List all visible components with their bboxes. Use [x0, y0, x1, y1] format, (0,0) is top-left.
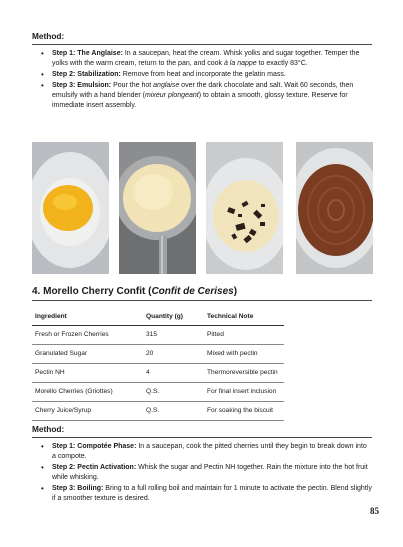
method-step — [41, 463, 372, 483]
section-title-italic: Confit de Cerises — [151, 286, 234, 297]
step-text-italic: anglaise — [153, 82, 180, 89]
table-header-row — [32, 308, 284, 326]
step-text-italic: mixeur plongeant — [145, 92, 199, 99]
step-label: Step 1: The Anglaise: — [52, 50, 123, 57]
cell-quantity: Q.S. — [143, 402, 204, 421]
cell-ingredient: Morello Cherries (Griottes) — [32, 383, 143, 402]
photo-chocolate-in-cream — [206, 142, 283, 274]
step-label: Step 3: Emulsion: — [52, 82, 112, 89]
page-number: 85 — [370, 506, 379, 516]
method-steps-list — [41, 49, 372, 112]
step-text: Whisk the sugar and Pectin NH together. Rain the mixture into the hot fruit while whisking. — [52, 464, 368, 481]
method-step — [41, 49, 372, 69]
section-title-close: ) — [233, 286, 238, 297]
cell-quantity: Q.S. — [143, 383, 204, 402]
process-photo-strip — [32, 142, 373, 274]
table-row — [32, 345, 284, 364]
cell-quantity: 4 — [143, 364, 204, 383]
method-step — [41, 484, 372, 504]
step-label: Step 2: Stabilization: — [52, 71, 121, 78]
cell-ingredient: Fresh or Frozen Cherries — [32, 326, 143, 345]
step-text: Bring to a full rolling boil and maintain for 1 minute to activate the pectin. Blend slightly if a smoother texture is desired. — [52, 485, 372, 502]
step-text: In a saucepan, cook the pitted cherries until they begin to break down into a compote. — [52, 443, 367, 460]
method-steps-list — [41, 442, 372, 505]
step-text: In a saucepan, heat the cream. Whisk yolks and sugar together. Temper the yolks with the warm cream, return to the pan, and cook — [52, 50, 360, 67]
table-row — [32, 326, 284, 345]
cell-note: Mixed with pectin — [204, 345, 284, 364]
cell-ingredient: Cherry Juice/Syrup — [32, 402, 143, 421]
step-label: Step 1: Compotée Phase: — [52, 443, 137, 450]
cell-note: For final insert inclusion — [204, 383, 284, 402]
method-step — [41, 70, 372, 80]
ingredients-table — [32, 308, 284, 421]
cell-note: Pitted — [204, 326, 284, 345]
step-text: over the dark chocolate and salt. Wait 60 seconds, then emulsify with a hand blender ( — [52, 82, 354, 99]
step-label: Step 3: Boiling: — [52, 485, 104, 492]
section-title-text: 4. Morello Cherry Confit ( — [32, 286, 152, 297]
column-header-note: Technical Note — [204, 308, 284, 326]
photo-whisked-yolks — [32, 142, 109, 274]
cell-ingredient: Granulated Sugar — [32, 345, 143, 364]
column-header-quantity: Quantity (g) — [143, 308, 204, 326]
cell-quantity: 315 — [143, 326, 204, 345]
cell-note: For soaking the biscuit — [204, 402, 284, 421]
step-text: Pour the hot — [111, 82, 154, 89]
column-header-ingredient: Ingredient — [32, 308, 143, 326]
cell-ingredient: Pectin NH — [32, 364, 143, 383]
method-step — [41, 442, 372, 462]
section-title — [32, 286, 372, 301]
table-row — [32, 383, 284, 402]
cell-quantity: 20 — [143, 345, 204, 364]
step-text-italic: à la nappe — [223, 60, 257, 67]
table-row — [32, 402, 284, 421]
method-heading: Method: — [32, 424, 372, 438]
step-label: Step 2: Pectin Activation: — [52, 464, 137, 471]
step-text: ) to obtain a smooth, glossy texture. Reserve for immediate insert assembly. — [52, 92, 348, 109]
method-heading: Method: — [32, 31, 372, 45]
method-step — [41, 81, 372, 111]
cell-note: Thermoreversible pectin — [204, 364, 284, 383]
step-text: to exactly 83°C. — [256, 60, 308, 67]
photo-finished-ganache — [296, 142, 373, 274]
table-row — [32, 364, 284, 383]
step-text: Remove from heat and incorporate the gelatin mass. — [120, 71, 286, 78]
photo-anglaise-in-pan — [119, 142, 196, 274]
